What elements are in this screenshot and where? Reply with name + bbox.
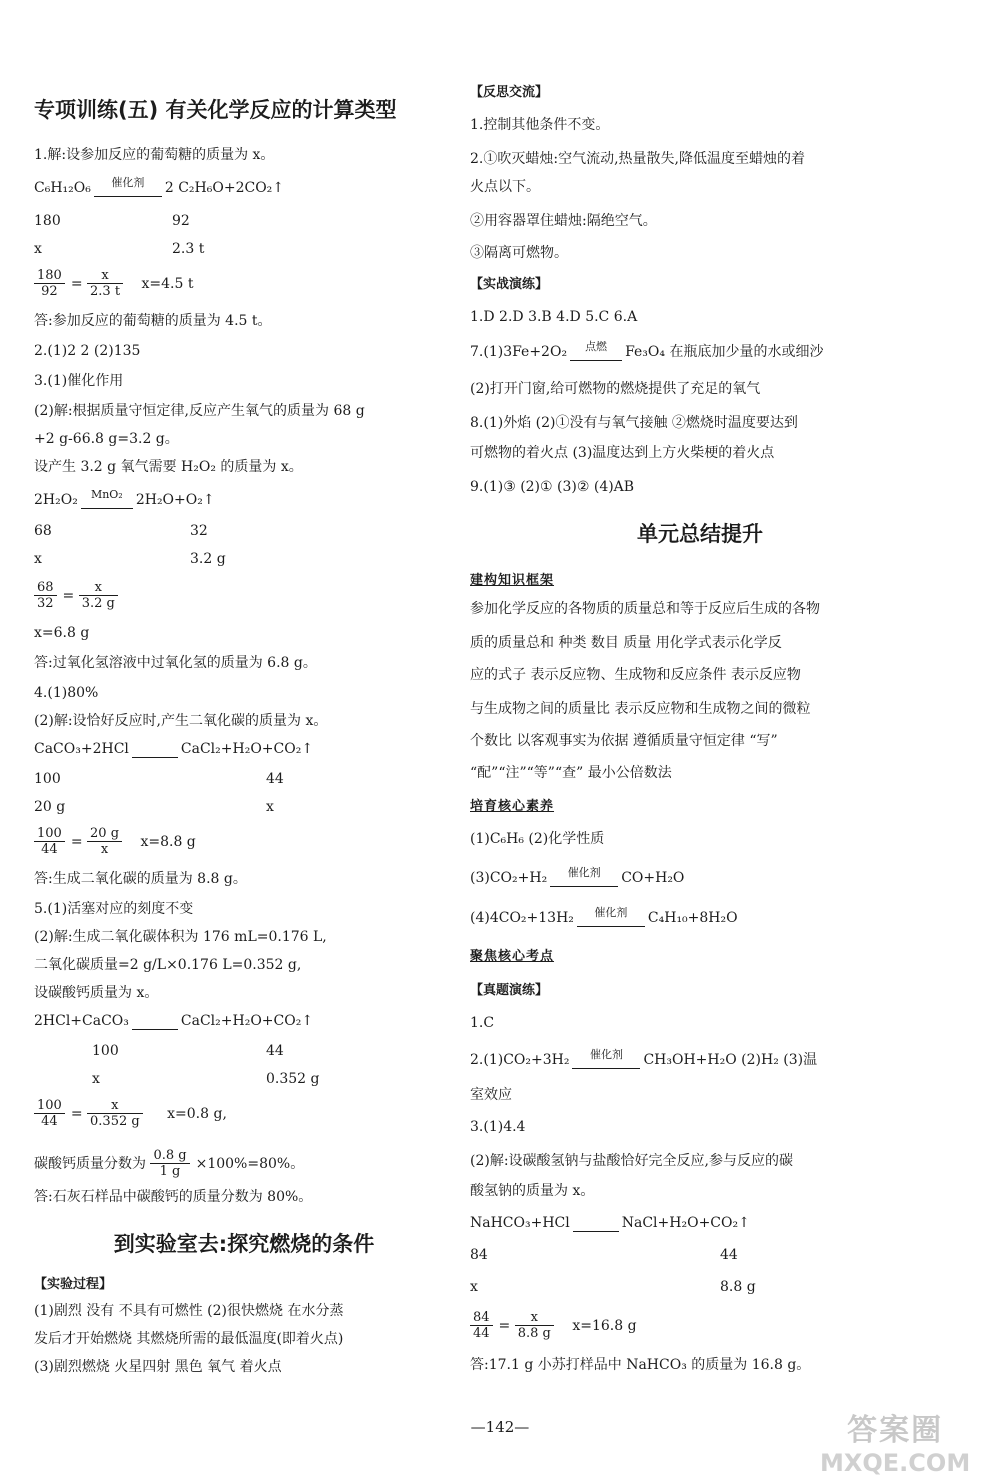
q3-ratio-32g: 3.2 g <box>190 551 226 567</box>
watermark-logo: 答案圈 <box>847 1413 944 1448</box>
build-line-6: “配”“注”“等”“查” 最小公倍数法 <box>470 765 672 781</box>
exam-line-3b: (2)解:设碳酸氢钠与盐酸恰好完全反应,参与反应的碳 <box>470 1153 793 1169</box>
page-number: —142— <box>470 1418 530 1436</box>
q3-ratio-x: x <box>34 551 42 567</box>
q1-line-1: 1.解:设参加反应的葡萄糖的质量为 x。 <box>34 147 275 163</box>
section-title-lab: 到实验室去:探究燃烧的条件 <box>113 1232 375 1256</box>
build-line-2: 质的质量总和 种类 数目 质量 用化学式表示化学反 <box>470 635 782 651</box>
reflect-line-2c: ②用容器罩住蜡烛:隔绝空气。 <box>470 213 657 229</box>
practice-line-1: 1.D 2.D 3.B 4.D 5.C 6.A <box>470 309 638 325</box>
build-line-4: 与生成物之间的质量比 表示反应物和生成物之间的微粒 <box>470 701 811 717</box>
q3-line-3: +2 g-66.8 g=3.2 g。 <box>34 431 179 447</box>
exam-line-2: 2.(1)CO₂+3H₂ 催化剂 CH₃OH+H₂O (2)H₂ (3)温 <box>470 1048 818 1068</box>
q4-proportion: $\frac{100}{44}$ = $\frac{20 g}{x}$ x=8.8 g <box>34 826 196 857</box>
q1-answer: 答:参加反应的葡萄糖的质量为 4.5 t。 <box>34 313 272 329</box>
q3-line-1: 3.(1)催化作用 <box>34 373 124 389</box>
q4-line-2: (2)解:设恰好反应时,产生二氧化碳的质量为 x。 <box>34 713 328 729</box>
tag-real-exam: 【真题演练】 <box>470 983 549 998</box>
q5-ratio-0352: 0.352 g <box>266 1071 320 1087</box>
core-line-2: (3)CO₂+H₂ 催化剂 CO+H₂O <box>470 866 685 886</box>
q3-ratio-68: 68 <box>34 523 52 539</box>
q5-line-4: 设碳酸钙质量为 x。 <box>34 985 159 1001</box>
exam-line-1: 1.C <box>470 1015 495 1031</box>
practice-line-8a: 8.(1)外焰 (2)①没有与氧气接触 ②燃烧时温度要达到 <box>470 415 798 431</box>
exam-line-3c: 酸氢钠的质量为 x。 <box>470 1183 595 1199</box>
q5-line-3: 二氧化碳质量=2 g/L×0.176 L=0.352 g, <box>34 957 302 973</box>
practice-line-8b: 可燃物的着火点 (3)温度达到上方火柴梗的着火点 <box>470 445 775 461</box>
build-line-5: 个数比 以客观事实为依据 遵循质量守恒定律 “写” <box>470 733 778 749</box>
q4-line-1: 4.(1)80% <box>34 685 99 701</box>
q4-ratio-x: x <box>266 799 274 815</box>
tag-practice: 【实战演练】 <box>470 277 549 292</box>
exp-line-2: 发后才开始燃烧 其燃烧所需的最低温度(即着火点) <box>34 1331 344 1347</box>
reflect-line-2b: 火点以下。 <box>470 179 540 195</box>
q5-line-2: (2)解:生成二氧化碳体积为 176 mL=0.176 L, <box>34 929 327 945</box>
reaction-arrow: 催化剂 <box>94 178 162 197</box>
q3-equation: 2H₂O₂ MnO₂ 2H₂O+O₂↑ <box>34 488 215 508</box>
q1-ratio-row-1: 180 <box>34 213 61 229</box>
q3-proportion: $\frac{68}{32}$ = $\frac{x}{3.2 g}$ <box>34 580 124 611</box>
exam-ratio-88: 8.8 g <box>720 1279 756 1295</box>
reflect-line-2d: ③隔离可燃物。 <box>470 245 568 261</box>
q3-ratio-32: 32 <box>190 523 208 539</box>
exam-answer: 答:17.1 g 小苏打样品中 NaHCO₃ 的质量为 16.8 g。 <box>470 1357 811 1373</box>
q3-answer: 答:过氧化氢溶液中过氧化氢的质量为 6.8 g。 <box>34 655 317 671</box>
tag-experiment-process: 【实验过程】 <box>34 1277 113 1292</box>
q4-equation: CaCO₃+2HCl CaCl₂+H₂O+CO₂↑ <box>34 741 314 757</box>
q4-ratio-20g: 20 g <box>34 799 66 815</box>
exam-ratio-84: 84 <box>470 1247 488 1263</box>
exam-proportion: $\frac{84}{44}$ = $\frac{x}{8.8 g}$ x=16.8 g <box>470 1310 637 1341</box>
q4-ratio-100: 100 <box>34 771 61 787</box>
tag-reflection: 【反思交流】 <box>470 85 549 100</box>
practice-line-7: 7.(1)3Fe+2O₂ 点燃 Fe₃O₄ 在瓶底加少量的水或细沙 <box>470 340 824 360</box>
section-title-unit-summary: 单元总结提升 <box>637 522 763 546</box>
q1-ratio-row-2: x <box>34 241 42 257</box>
exp-line-1: (1)剧烈 没有 不具有可燃性 (2)很快燃烧 在水分蒸 <box>34 1303 344 1319</box>
reflect-line-2a: 2.①吹灭蜡烛:空气流动,热量散失,降低温度至蜡烛的着 <box>470 151 805 167</box>
build-line-3: 应的式子 表示反应物、生成物和反应条件 表示反应物 <box>470 667 801 683</box>
q1-equation: C₆H₁₂O₆ 催化剂 2 C₂H₆O+2CO₂↑ <box>34 176 285 196</box>
q5-ratio-100: 100 <box>92 1043 119 1059</box>
watermark <box>820 1405 970 1477</box>
reflect-line-1: 1.控制其他条件不变。 <box>470 117 610 133</box>
core-line-1: (1)C₆H₆ (2)化学性质 <box>470 831 605 847</box>
section-title-special-training: 专项训练(五) 有关化学反应的计算类型 <box>34 98 397 122</box>
watermark-url: MXQE.COM <box>820 1449 971 1477</box>
practice-line-9: 9.(1)③ (2)① (3)② (4)AB <box>470 479 635 495</box>
exam-line-2b: 室效应 <box>470 1087 512 1103</box>
exam-equation: NaHCO₃+HCl NaCl+H₂O+CO₂↑ <box>470 1215 750 1231</box>
q2-answer: 2.(1)2 2 (2)135 <box>34 343 141 359</box>
q3-line-4: 设产生 3.2 g 氧气需要 H₂O₂ 的质量为 x。 <box>34 459 303 475</box>
exam-line-3: 3.(1)4.4 <box>470 1119 526 1135</box>
exam-ratio-x: x <box>470 1279 478 1295</box>
q1-ratio-value-2: 2.3 t <box>172 241 205 257</box>
core-line-3: (4)4CO₂+13H₂ 催化剂 C₄H₁₀+8H₂O <box>470 906 738 926</box>
q1-proportion: $\frac{180}{92}$ = $\frac{x}{2.3 t}$ x=4.5 t <box>34 268 193 299</box>
q5-proportion: $\frac{100}{44}$ = $\frac{x}{0.352 g}$ x=0.8 g, <box>34 1098 227 1129</box>
q5-equation: 2HCl+CaCO₃ CaCl₂+H₂O+CO₂↑ <box>34 1013 314 1029</box>
q3-result: x=6.8 g <box>34 625 90 641</box>
q5-ratio-44: 44 <box>266 1043 284 1059</box>
q5-percentage: 碳酸钙质量分数为 $\frac{0.8 g}{1 g}$ ×100%=80%。 <box>34 1148 305 1179</box>
exp-line-3: (3)剧烈燃烧 火星四射 黑色 氧气 着火点 <box>34 1359 282 1375</box>
q4-answer: 答:生成二氧化碳的质量为 8.8 g。 <box>34 871 247 887</box>
practice-line-7b: (2)打开门窗,给可燃物的燃烧提供了充足的氧气 <box>470 381 761 397</box>
exam-ratio-44: 44 <box>720 1247 738 1263</box>
banner-focus-points: 聚焦核心考点 <box>470 949 555 964</box>
build-line-1: 参加化学反应的各物质的质量总和等于反应后生成的各物 <box>470 601 820 617</box>
q4-ratio-44: 44 <box>266 771 284 787</box>
banner-build-framework: 建构知识框架 <box>470 573 555 588</box>
banner-core-literacy: 培育核心素养 <box>470 799 555 814</box>
q5-line-1: 5.(1)活塞对应的刻度不变 <box>34 901 194 917</box>
q3-line-2: (2)解:根据质量守恒定律,反应产生氧气的质量为 68 g <box>34 403 365 419</box>
q1-ratio-value: 92 <box>172 213 190 229</box>
q5-ratio-x: x <box>92 1071 100 1087</box>
q5-answer: 答:石灰石样品中碳酸钙的质量分数为 80%。 <box>34 1189 313 1205</box>
